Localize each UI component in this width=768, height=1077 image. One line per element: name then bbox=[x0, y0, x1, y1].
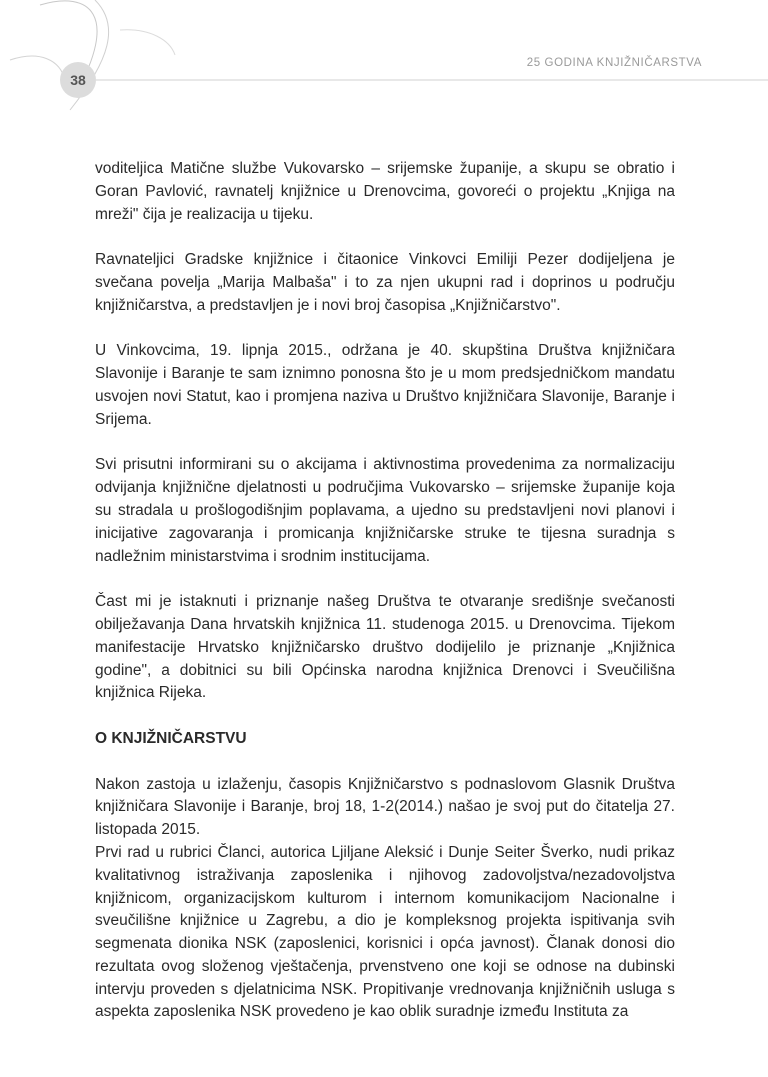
paragraph: Nakon zastoja u izlaženju, časopis Knjižničarstvo s podnaslovom Glasnik Društva knjižničara Slavonije i Baranje, broj 18, 1-2(2014.) našao je svoj put do čitatelja 27. listopada 2015. bbox=[95, 775, 675, 839]
running-title: 25 GODINA KNJIŽNIČARSTVA bbox=[526, 57, 702, 69]
paragraph: U Vinkovcima, 19. lipnja 2015., održana je 40. skupština Društva knjižničara Slavonije i Baranje te sam iznimno ponosna što je u mom predsjedničkom mandatu usvojen novi Statut, kao i promjena naziva u Društvo knjižničara Slavonije, Baranje i Srijema. bbox=[95, 342, 675, 428]
paragraph: Svi prisutni informirani su o akcijama i aktivnostima provedenima za normalizaciju odvijanja knjižnične djelatnosti u područjima Vukovarsko – srijemske županije koja su stradala u prošlogodišnjim poplavama, a ujedno su predstavljeni novi planovi i inicijative zagovaranja i promicanja knjižničarske struke te tijesna suradnja s nadležnim ministarstvima i srodnim institucijama. bbox=[95, 456, 675, 565]
paragraph: Čast mi je istaknuti i priznanje našeg Društva te otvaranje središnje svečanosti obilježavanja Dana hrvatskih knjižnica 11. studenoga 2015. u Drenovcima. Tijekom manifestacije Hrvatsko knjižničarsko društvo dodijelilo je priznanje „Knjižnica godine", a dobitnici su bili Općinska narodna knjižnica Drenovci i Sveučilišna knjižnica Rijeka. bbox=[95, 593, 675, 702]
paragraph: voditeljica Matične službe Vukovarsko – srijemske županije, a skupu se obratio i Goran Pavlović, ravnatelj knjižnice u Drenovcima, govoreći o projektu „Knjiga na mreži" čija je realizacija u tijeku. bbox=[95, 160, 675, 223]
paragraph: Ravnateljici Gradske knjižnice i čitaonice Vinkovci Emiliji Pezer dodijeljena je svečana povelja „Marija Malbaša" i to za njen ukupni rad i doprinos u području knjižničarstva, a predstavljen je i novi broj časopisa „Knjižničarstvo". bbox=[95, 251, 675, 314]
body-text bbox=[95, 158, 675, 1024]
paragraph: Prvi rad u rubrici Članci, autorica Ljiljane Aleksić i Dunje Seiter Šverko, nudi prikaz kvalitativnog istraživanja zaposlenika i njihovog zadovoljstva/nezadovoljstva knjižnicom, organizacijskom kulturom i internom komunikacijom Nacionalne i sveučilišne knjižnice u Zagrebu, a dio je kompleksnog projekta ispitivanja svih segmenata dionika NSK (zaposlenici, korisnici i opća javnost). Članak donosi dio rezultata ovog složenog vještačenja, prvenstveno one koji se odnose na dubinski intervju proveden s djelatnicima NSK. Propitivanje vrednovanja knjižničnih usluga s aspekta zaposlenika NSK provedeno je kao oblik suradnje između Instituta za bbox=[95, 843, 675, 1021]
page-number: 38 bbox=[60, 62, 96, 98]
section-heading: O KNJIŽNIČARSTVU bbox=[95, 729, 247, 747]
